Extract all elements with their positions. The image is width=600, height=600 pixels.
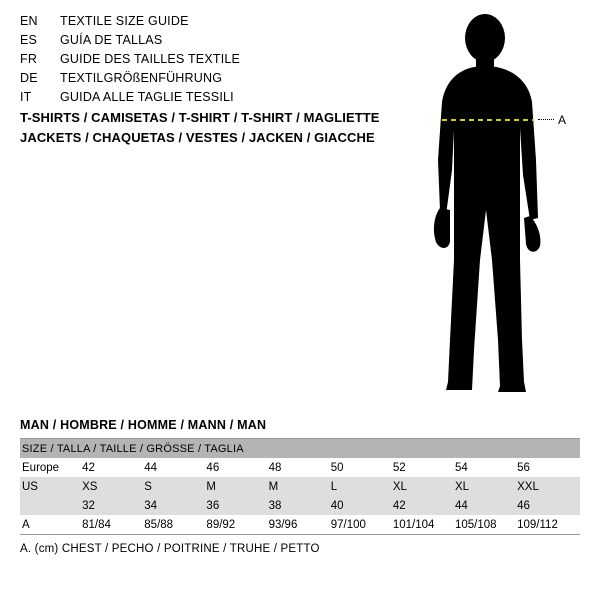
table-cell: S — [144, 477, 206, 496]
table-cell: 46 — [206, 458, 268, 477]
table-cell: 54 — [455, 458, 517, 477]
table-cell: 48 — [269, 458, 331, 477]
row-label — [20, 496, 82, 515]
man-silhouette-figure — [410, 10, 600, 405]
language-title: TEXTILGRÖßENFÜHRUNG — [60, 71, 223, 85]
table-cell: 42 — [393, 496, 455, 515]
language-code: DE — [20, 71, 38, 85]
language-row — [20, 33, 420, 52]
language-code: FR — [20, 52, 38, 66]
row-label: A — [20, 515, 82, 534]
table-cell: 93/96 — [269, 515, 331, 534]
measure-label-a: A — [558, 113, 567, 127]
table-cell: 36 — [206, 496, 268, 515]
table-cell: XL — [393, 477, 455, 496]
table-row — [20, 496, 580, 515]
table-header-label: SIZE / TALLA / TAILLE / GRÖSSE / TAGLIA — [20, 439, 580, 458]
table-cell: 101/104 — [393, 515, 455, 534]
table-cell: L — [331, 477, 393, 496]
language-title: GUIDA ALLE TAGLIE TESSILI — [60, 90, 234, 104]
language-row — [20, 52, 420, 71]
row-label: Europe — [20, 458, 82, 477]
measure-leader-line — [538, 119, 554, 120]
table-cell: XL — [455, 477, 517, 496]
table-cell: M — [269, 477, 331, 496]
category-jackets: JACKETS / CHAQUETAS / VESTES / JACKEN / GIACCHE — [20, 130, 375, 145]
language-code: ES — [20, 33, 38, 47]
table-row — [20, 515, 580, 534]
table-cell: 85/88 — [144, 515, 206, 534]
table-footnote: A. (cm) CHEST / PECHO / POITRINE / TRUHE / PETTO — [20, 543, 320, 555]
table-title: MAN / HOMBRE / HOMME / MANN / MAN — [20, 418, 267, 432]
table-cell: XXL — [517, 477, 580, 496]
table-cell: 42 — [82, 458, 144, 477]
table-cell: 38 — [269, 496, 331, 515]
row-label: US — [20, 477, 82, 496]
table-cell: 44 — [455, 496, 517, 515]
table-cell: 32 — [82, 496, 144, 515]
silhouette-icon — [410, 10, 600, 405]
table-header-row — [20, 439, 580, 458]
table-cell: 40 — [331, 496, 393, 515]
table-cell: 97/100 — [331, 515, 393, 534]
table-cell: 44 — [144, 458, 206, 477]
table-cell: XS — [82, 477, 144, 496]
table-row — [20, 477, 580, 496]
table-row — [20, 458, 580, 477]
table-bottom-divider — [20, 534, 580, 535]
language-row — [20, 71, 420, 90]
table-cell: 81/84 — [82, 515, 144, 534]
language-code: EN — [20, 14, 38, 28]
size-table — [20, 439, 580, 534]
category-tshirts: T-SHIRTS / CAMISETAS / T-SHIRT / T-SHIRT / MAGLIETTE — [20, 110, 380, 125]
language-title: TEXTILE SIZE GUIDE — [60, 14, 189, 28]
language-title: GUÍA DE TALLAS — [60, 33, 163, 47]
table-cell: 109/112 — [517, 515, 580, 534]
language-title-block — [20, 14, 420, 109]
table-cell: 34 — [144, 496, 206, 515]
table-cell: 105/108 — [455, 515, 517, 534]
language-row — [20, 14, 420, 33]
table-cell: 50 — [331, 458, 393, 477]
table-cell: M — [206, 477, 268, 496]
language-code: IT — [20, 90, 32, 104]
language-title: GUIDE DES TAILLES TEXTILE — [60, 52, 241, 66]
table-cell: 52 — [393, 458, 455, 477]
category-block — [20, 110, 440, 150]
size-table-area — [20, 418, 580, 555]
language-row — [20, 90, 420, 109]
table-cell: 89/92 — [206, 515, 268, 534]
table-cell: 56 — [517, 458, 580, 477]
table-cell: 46 — [517, 496, 580, 515]
